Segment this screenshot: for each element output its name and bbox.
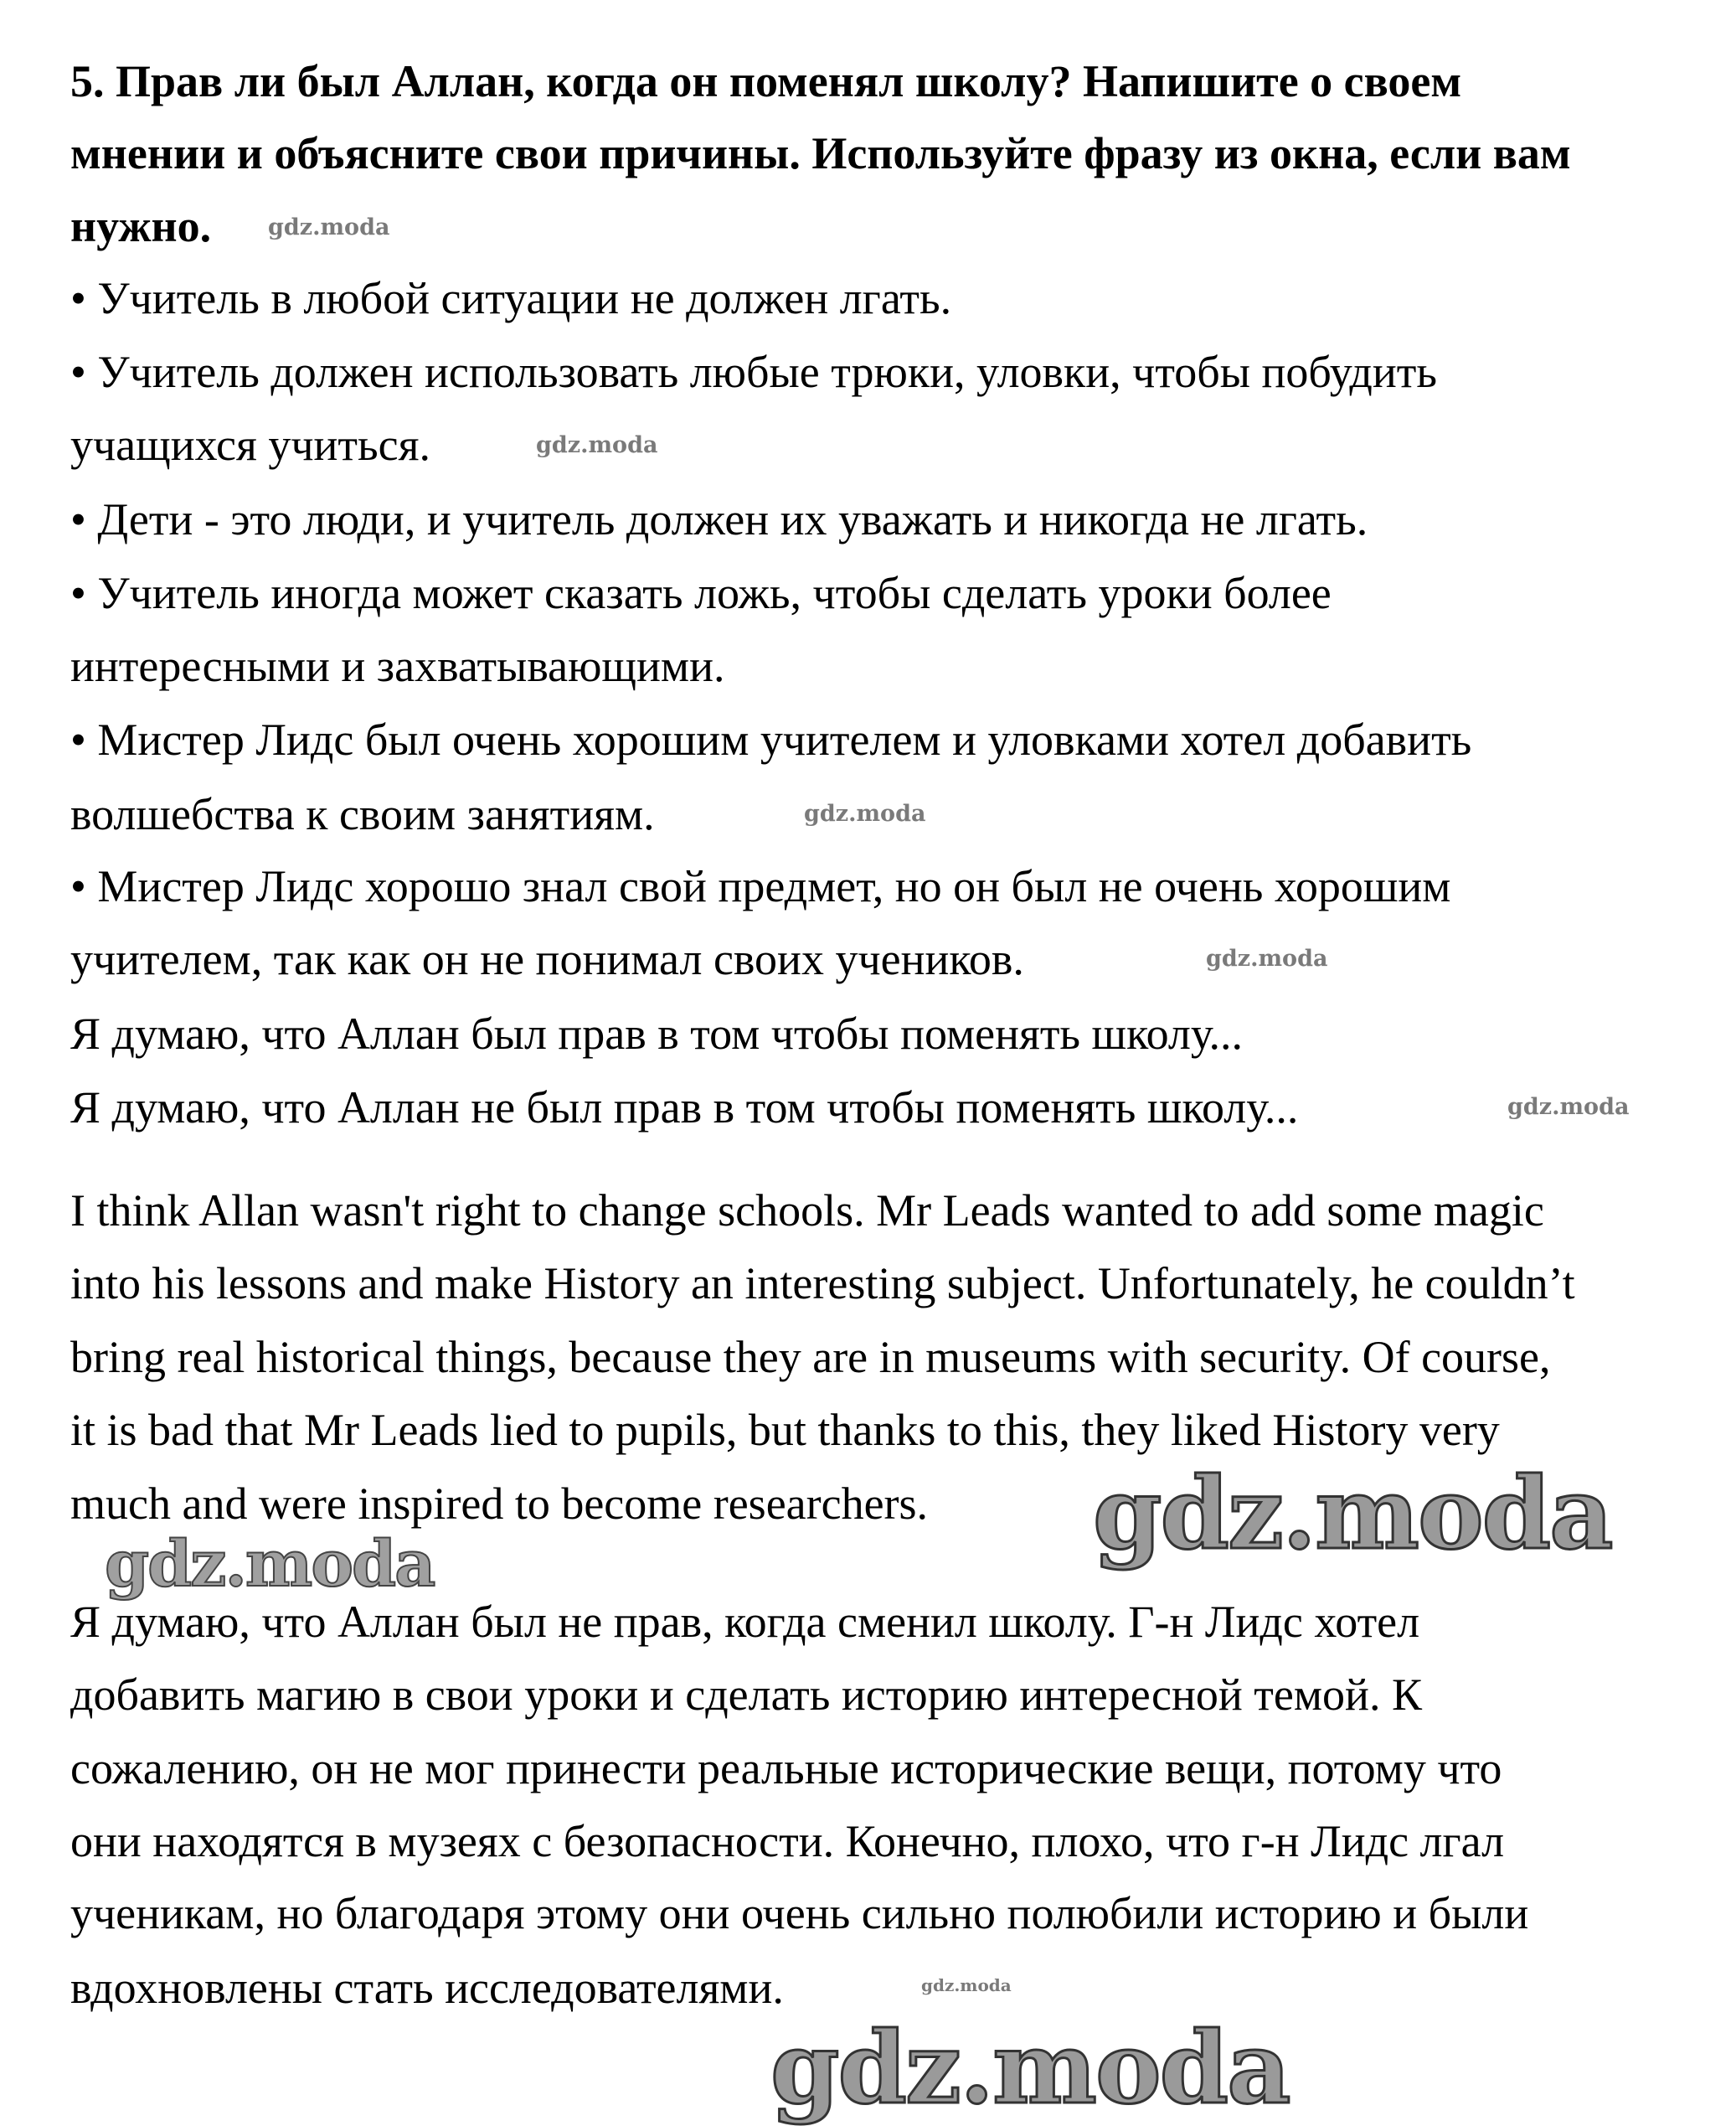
answer-ru-line: Я думаю, что Аллан был не прав, когда сменил школу. Г-н Лидс хотел	[70, 1597, 1420, 1647]
task-title-line: мнении и объясните свои причины. Используйте фразу из окна, если вам	[70, 128, 1571, 178]
phrase-line: учителем, так как он не понимал своих учеников.	[70, 934, 1024, 984]
answer-en-line: I think Allan wasn't right to change schools. Mr Leads wanted to add some magic	[70, 1185, 1544, 1236]
phrase-line: • Дети - это люди, и учитель должен их уважать и никогда не лгать.	[70, 494, 1368, 544]
watermark: gdz.moda	[1093, 1455, 1612, 1571]
phrase-line: • Учитель должен использовать любые трюки, уловки, чтобы побудить	[70, 347, 1437, 397]
answer-ru-line: добавить магию в свои уроки и сделать историю интересной темой. К	[70, 1669, 1422, 1720]
phrase-line: учащихся учиться.	[70, 420, 430, 470]
answer-en-line: it is bad that Mr Leads lied to pupils, but thanks to this, they liked History very	[70, 1405, 1500, 1455]
answer-ru-line: вдохновлены стать исследователями.	[70, 1963, 784, 2013]
phrase-line: • Учитель иногда может сказать ложь, чтобы сделать уроки более	[70, 568, 1332, 618]
watermark: gdz.moda	[268, 214, 390, 240]
watermark: gdz.moda	[770, 2010, 1290, 2126]
watermark: gdz.moda	[921, 1975, 1012, 1995]
phrase-line: Я думаю, что Аллан не был прав в том чтобы поменять школу...	[70, 1082, 1299, 1133]
task-title-line: нужно.	[70, 201, 212, 251]
answer-en-line: into his lessons and make History an interesting subject. Unfortunately, he couldn’t	[70, 1258, 1575, 1308]
watermark: gdz.moda	[1206, 946, 1328, 972]
answer-en-line: bring real historical things, because they are in museums with security. Of course,	[70, 1332, 1551, 1382]
phrase-line: • Мистер Лидс был очень хорошим учителем и уловками хотел добавить	[70, 715, 1472, 765]
answer-en-line: much and were inspired to become researchers.	[70, 1478, 929, 1529]
answer-ru-line: ученикам, но благодаря этому они очень сильно полюбили историю и были	[70, 1888, 1529, 1938]
phrase-line: волшебства к своим занятиям.	[70, 789, 655, 839]
phrase-line: интересными и захватывающими.	[70, 641, 725, 691]
watermark: gdz.moda	[105, 1526, 435, 1601]
answer-ru-line: сожалению, он не мог принести реальные исторические вещи, потому что	[70, 1743, 1502, 1793]
phrase-line: • Учитель в любой ситуации не должен лгать.	[70, 273, 952, 323]
task-title-line: 5. Прав ли был Аллан, когда он поменял школу? Напишите о своем	[70, 56, 1462, 106]
watermark: gdz.moda	[536, 432, 658, 458]
phrase-line: Я думаю, что Аллан был прав в том чтобы поменять школу...	[70, 1009, 1243, 1059]
answer-ru-line: они находятся в музеях с безопасности. Конечно, плохо, что г-н Лидс лгал	[70, 1816, 1505, 1866]
watermark: gdz.moda	[804, 801, 926, 827]
watermark: gdz.moda	[1507, 1094, 1630, 1120]
phrase-line: • Мистер Лидс хорошо знал свой предмет, но он был не очень хорошим	[70, 861, 1451, 911]
